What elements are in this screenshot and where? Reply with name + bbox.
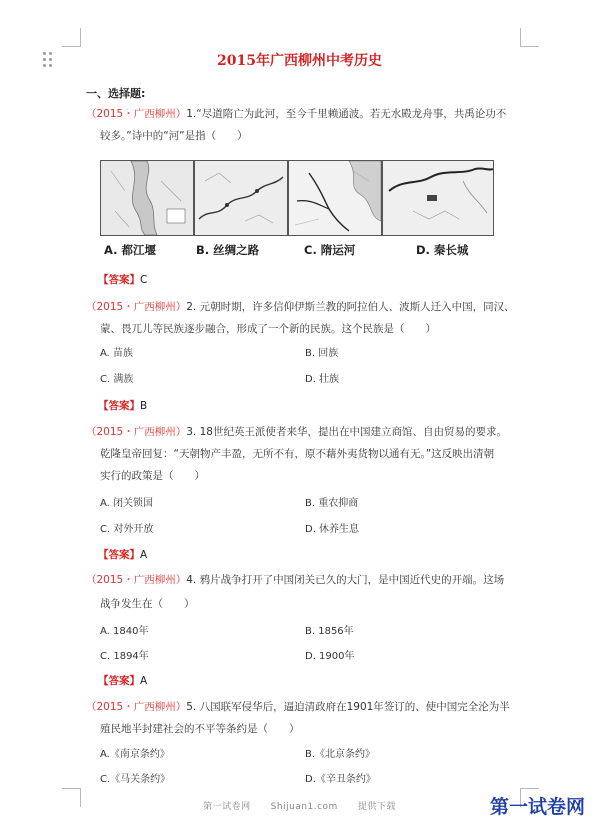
map-a-image — [100, 160, 194, 236]
map-c-image — [288, 160, 382, 236]
question-2-line-2: 蒙、畏兀儿等民族逐步融合，形成了一个新的民族。这个民族是（ ） — [100, 323, 436, 335]
question-5-option-c: C.《马关条约》 — [100, 774, 171, 785]
answer-1: 【答案】C — [98, 274, 148, 286]
question-2-option-b: B. 回族 — [305, 348, 339, 359]
question-4-line-1: （2015・广西柳州）4. 鸦片战争打开了中国闭关已久的大门，是中国近代史的开端。这场 — [86, 574, 505, 586]
map-d-image — [382, 160, 494, 236]
question-3-option-a: A. 闭关锁国 — [100, 498, 154, 509]
map-b-image — [194, 160, 288, 236]
brand-watermark: 第一试卷网 — [489, 796, 585, 818]
answer-3: 【答案】A — [98, 549, 148, 561]
page-title: 2015年广西柳州中考历史 — [217, 53, 382, 69]
question-4-option-c: C. 1894年 — [100, 651, 149, 662]
question-3-line-3: 实行的政策是（ ） — [100, 470, 205, 482]
question-2-option-a: A. 苗族 — [100, 348, 134, 359]
margin-mark-top-left — [62, 28, 81, 47]
map-c-label: C. 隋运河 — [304, 243, 356, 257]
question-5-option-a: A.《南京条约》 — [100, 749, 170, 760]
question-4-option-d: D. 1900年 — [305, 651, 355, 662]
map-d-label: D. 秦长城 — [416, 243, 469, 257]
question-5-option-b: B.《北京条约》 — [305, 749, 376, 760]
question-1-line-1: （2015・广西柳州）1.“尽道隋亡为此河，至今千里赖通波。若无水殿龙舟事，共禹论功不 — [86, 108, 507, 120]
question-5-line-2: 殖民地半封建社会的不平等条约是（ ） — [100, 723, 300, 735]
page-footer: 第一试卷网 Shijuan1.com 提供下载 — [203, 802, 396, 812]
section-heading: 一、选择题: — [86, 87, 146, 100]
question-4-option-a: A. 1840年 — [100, 626, 149, 637]
question-4-option-b: B. 1856年 — [305, 626, 354, 637]
question-3-line-1: （2015・广西柳州）3. 18世纪英王派使者来华，提出在中国建立商馆、自由贸易的要求。 — [86, 426, 507, 438]
question-3-line-2: 乾隆皇帝回复：“天朝物产丰盈，无所不有，原不藉外夷货物以通有无。”这反映出清朝 — [100, 448, 495, 460]
map-a-label: A. 都江堰 — [104, 243, 156, 257]
question-2-option-c: C. 满族 — [100, 374, 134, 385]
question-5-option-d: D.《辛丑条约》 — [305, 774, 376, 785]
source-tag: （2015・广西柳州） — [86, 108, 187, 120]
answer-4: 【答案】A — [98, 675, 148, 687]
question-3-option-d: D. 休养生息 — [305, 524, 360, 535]
question-1-line-2: 较多。”诗中的“河”是指（ ） — [100, 130, 248, 142]
question-4-line-2: 战争发生在（ ） — [100, 598, 195, 610]
question-2-line-1: （2015・广西柳州）2. 元朝时期，许多信仰伊斯兰教的阿拉伯人、波斯人迁入中国，同汉、 — [86, 301, 515, 313]
question-5-line-1: （2015・广西柳州）5. 八国联军侵华后，逼迫清政府在1901年签订的、使中国完全沦为半 — [86, 701, 510, 713]
question-3-option-c: C. 对外开放 — [100, 524, 154, 535]
answer-2: 【答案】B — [98, 400, 148, 412]
map-b-label: B. 丝绸之路 — [196, 243, 260, 257]
margin-mark-top-right — [520, 28, 539, 47]
question-3-option-b: B. 重农抑商 — [305, 498, 359, 509]
question-2-option-d: D. 壮族 — [305, 374, 340, 385]
